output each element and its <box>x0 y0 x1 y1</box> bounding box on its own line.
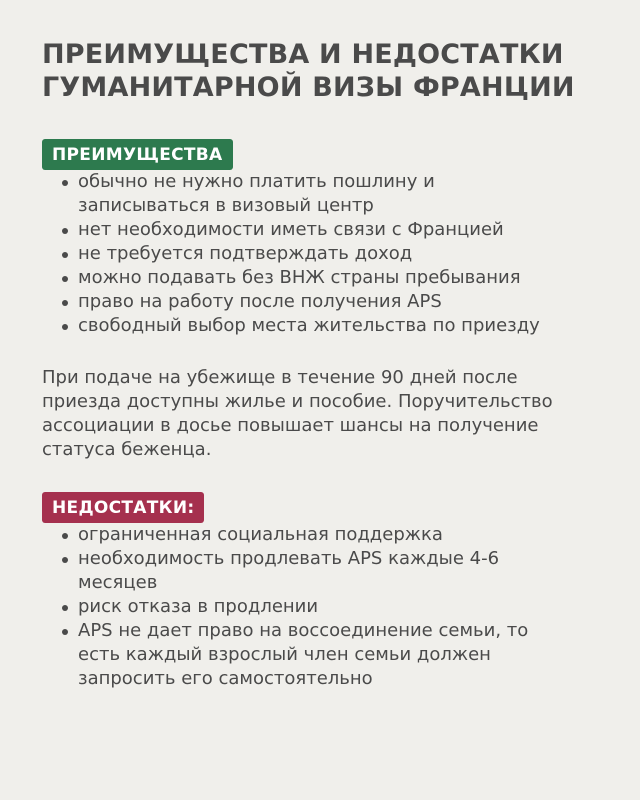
pros-item <box>42 170 598 218</box>
asylum-paragraph <box>42 366 598 462</box>
pros-item-3-line-1: не требуется подтверждать доход <box>78 243 413 264</box>
cons-item-2-line-1: необходимость продлевать APS каждые 4-6 <box>78 548 500 569</box>
page-title <box>42 38 598 104</box>
pros-item-2-line-1: нет необходимости иметь связи с Францией <box>78 219 504 240</box>
cons-item <box>42 523 598 547</box>
cons-item-4-line-3: запросить его самостоятельно <box>78 668 373 689</box>
pros-item <box>42 290 598 314</box>
cons-item-4-line-2: есть каждый взрослый член семьи должен <box>78 644 491 665</box>
pros-list <box>42 170 598 338</box>
pros-badge: ПРЕИМУЩЕСТВА <box>42 139 233 170</box>
paragraph-line-1: При подаче на убежище в течение 90 дней после <box>42 367 518 388</box>
pros-item-4-line-1: можно подавать без ВНЖ страны пребывания <box>78 267 521 288</box>
cons-item <box>42 619 598 691</box>
pros-item <box>42 242 598 266</box>
pros-item-1-line-2: записываться в визовый центр <box>78 195 374 216</box>
cons-item-3-line-1: риск отказа в продлении <box>78 596 319 617</box>
cons-badge: НЕДОСТАТКИ: <box>42 492 204 523</box>
paragraph-line-4: статуса беженца. <box>42 439 212 460</box>
paragraph-line-3: ассоциации в досье повышает шансы на получение <box>42 415 539 436</box>
pros-item-6-line-1: свободный выбор места жительства по приезду <box>78 315 540 336</box>
pros-item <box>42 266 598 290</box>
cons-item <box>42 595 598 619</box>
title-line-2: ГУМАНИТАРНОЙ ВИЗЫ ФРАНЦИИ <box>42 72 575 103</box>
cons-item-1-line-1: ограниченная социальная поддержка <box>78 524 443 545</box>
title-line-1: ПРЕИМУЩЕСТВА И НЕДОСТАТКИ <box>42 39 564 70</box>
pros-item <box>42 314 598 338</box>
cons-item-4-line-1: APS не дает право на воссоединение семьи, то <box>78 620 529 641</box>
cons-list <box>42 523 598 691</box>
paragraph-line-2: приезда доступны жилье и пособие. Поручительство <box>42 391 553 412</box>
pros-item-1-line-1: обычно не нужно платить пошлину и <box>78 171 435 192</box>
pros-item-5-line-1: право на работу после получения APS <box>78 291 442 312</box>
pros-item <box>42 218 598 242</box>
cons-item <box>42 547 598 595</box>
cons-item-2-line-2: месяцев <box>78 572 158 593</box>
